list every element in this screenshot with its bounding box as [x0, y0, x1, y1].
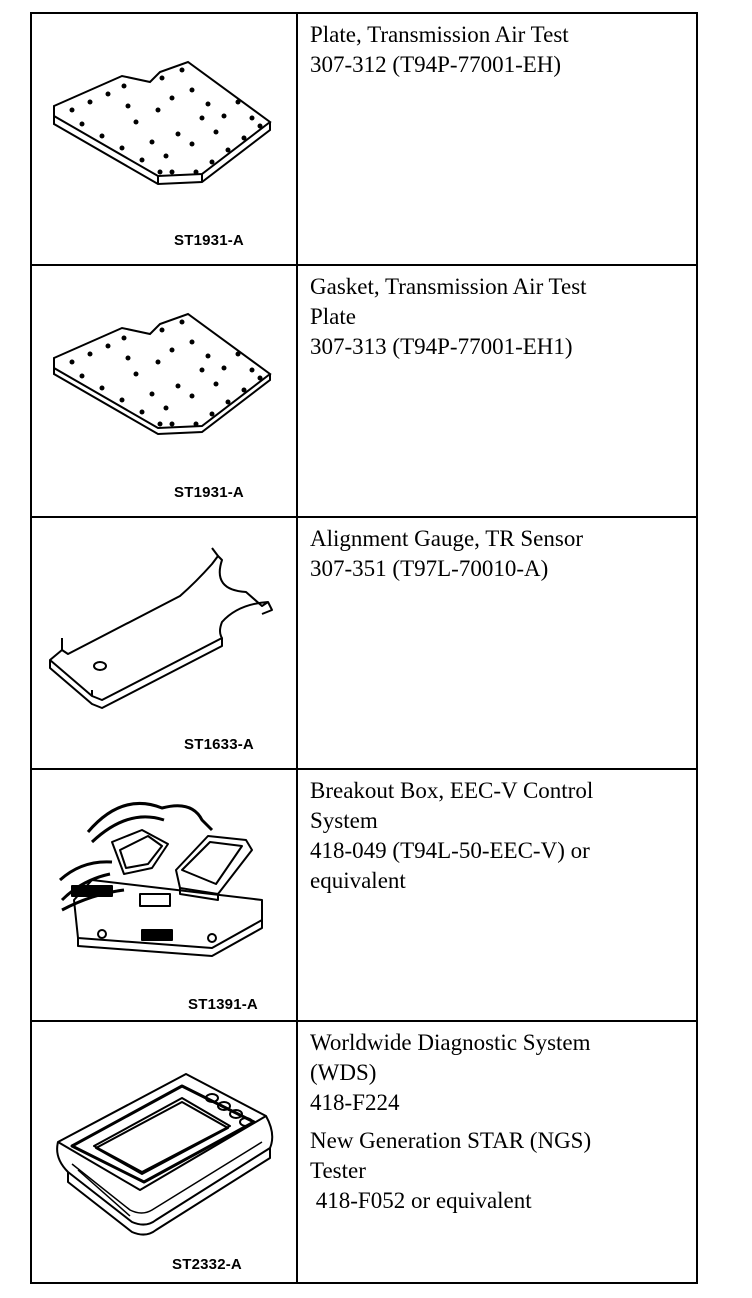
description-line: equivalent	[310, 868, 406, 893]
tool-description	[310, 524, 690, 584]
alignment-gauge-illustration	[32, 518, 296, 768]
air-test-plate-illustration	[32, 14, 296, 264]
description-line: Plate	[310, 304, 356, 329]
image-cell	[32, 1022, 298, 1282]
description-line: System	[310, 808, 378, 833]
image-cell	[32, 518, 298, 768]
table-row	[32, 770, 696, 1022]
image-code: ST1931-A	[174, 232, 244, 249]
tool-description	[310, 1028, 690, 1216]
table-row	[32, 14, 696, 266]
description-line: Tester	[310, 1158, 366, 1183]
description-line: (WDS)	[310, 1060, 377, 1085]
tool-description	[310, 776, 690, 896]
description-line: Alignment Gauge, TR Sensor	[310, 526, 583, 551]
breakout-box-illustration	[32, 770, 296, 1020]
image-code: ST2332-A	[172, 1256, 242, 1273]
description-line: 418-049 (T94L-50-EEC-V) or	[310, 838, 590, 863]
tool-description	[310, 20, 690, 80]
wds-tester-illustration	[32, 1022, 296, 1280]
image-code: ST1633-A	[184, 736, 254, 753]
description-line: Gasket, Transmission Air Test	[310, 274, 587, 299]
description-line: Plate, Transmission Air Test	[310, 22, 569, 47]
description-line: 307-312 (T94P-77001-EH)	[310, 52, 562, 77]
description-line: Breakout Box, EEC-V Control	[310, 778, 594, 803]
tool-description	[310, 272, 690, 362]
description-line: 307-313 (T94P-77001-EH1)	[310, 334, 573, 359]
description-line: 307-351 (T97L-70010-A)	[310, 556, 549, 581]
image-cell	[32, 266, 298, 516]
description-line: New Generation STAR (NGS)	[310, 1128, 592, 1153]
description-line: 418-F052 or equivalent	[310, 1188, 532, 1213]
table-row	[32, 266, 696, 518]
description-line: Worldwide Diagnostic System	[310, 1030, 591, 1055]
tool-table	[30, 12, 698, 1284]
table-row	[32, 518, 696, 770]
table-row	[32, 1022, 696, 1282]
image-cell	[32, 770, 298, 1020]
description-line: 418-F224	[310, 1090, 400, 1115]
air-test-gasket-illustration	[32, 266, 296, 516]
image-code: ST1931-A	[174, 484, 244, 501]
image-cell	[32, 14, 298, 264]
image-code: ST1391-A	[188, 996, 258, 1013]
